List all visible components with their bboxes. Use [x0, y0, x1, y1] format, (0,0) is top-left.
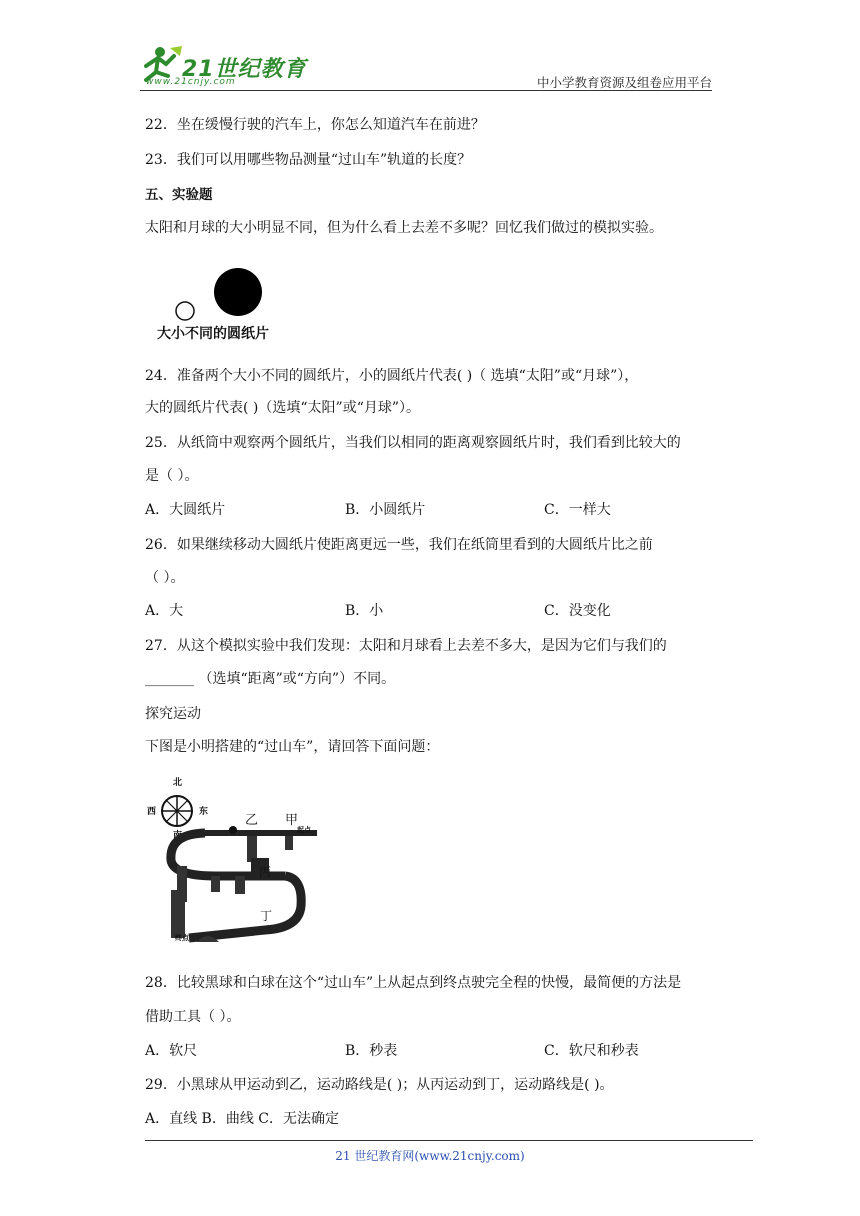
question-22: 22．坐在缓慢行驶的汽车上，你怎么知道汽车在前进？ [145, 117, 485, 133]
question-29: 29．小黑球从甲运动到乙，运动路线是( )；从丙运动到丁，运动路线是( )。 [145, 1077, 614, 1093]
question-25-line-1: 25．从纸筒中观察两个圆纸片，当我们以相同的距离观察圆纸片时，我们看到比较大的 [145, 435, 681, 451]
question-27-line-2: _______ （选填“距离”或“方向”）不同。 [145, 671, 396, 687]
svg-text:北: 北 [173, 778, 183, 788]
question-23: 23．我们可以用哪些物品测量“过山车”轨道的长度？ [145, 152, 472, 168]
option-26-a[interactable]: A．大 [145, 603, 184, 619]
figure-caption: 大小不同的圆纸片 [157, 326, 269, 342]
svg-text:东: 东 [199, 807, 209, 817]
roller-coaster-intro: 下图是小明搭建的“过山车”，请回答下面问题： [145, 739, 440, 755]
logo-url: www.21cnjy.com [146, 77, 236, 87]
label-end: 终点 [175, 933, 189, 942]
question-26-line-1: 26．如果继续移动大圆纸片使距离更远一些，我们在纸筒里看到的大圆纸片比之前 [145, 537, 653, 553]
option-28-c[interactable]: C．软尺和秒表 [544, 1043, 639, 1059]
label-jia: 甲 [285, 813, 299, 828]
question-28-line-2: 借助工具（ ）。 [145, 1009, 241, 1025]
paper-discs-figure [155, 262, 285, 342]
option-25-c[interactable]: C．一样大 [544, 502, 611, 518]
option-25-a[interactable]: A．大圆纸片 [145, 502, 226, 518]
site-logo[interactable] [140, 42, 310, 88]
experiment-intro: 太阳和月球的大小明显不同，但为什么看上去差不多呢？回忆我们做过的模拟实验。 [145, 220, 663, 236]
header-divider [140, 90, 712, 91]
logo-text: 21世纪教育 [182, 57, 307, 82]
question-29-options[interactable]: A．直线 B．曲线 C．无法确定 [145, 1111, 340, 1127]
option-26-b[interactable]: B．小 [345, 603, 384, 619]
footer-divider [145, 1140, 753, 1141]
label-ding: 丁 [260, 909, 273, 923]
svg-text:南: 南 [173, 831, 183, 841]
question-24-line-2: 大的圆纸片代表( )（选填“太阳”或“月球”）。 [145, 400, 421, 416]
question-25-line-2: 是（ ）。 [145, 468, 199, 484]
footer-link[interactable]: 21 世纪教育网(www.21cnjy.com) [335, 1149, 525, 1163]
subsection-title: 探究运动 [145, 706, 201, 722]
option-28-a[interactable]: A．软尺 [145, 1043, 198, 1059]
label-yi: 乙 [245, 813, 259, 828]
question-27-line-1: 27．从这个模拟实验中我们发现：太阳和月球看上去差不多大，是因为它们与我们的 [145, 638, 667, 654]
label-bing: 丙 [259, 865, 272, 879]
roller-coaster-figure [145, 770, 335, 955]
option-25-b[interactable]: B．小圆纸片 [345, 502, 426, 518]
platform-name: 中小学教育资源及组卷应用平台 [536, 75, 712, 90]
svg-text:西: 西 [147, 807, 157, 817]
question-24-line-1: 24．准备两个大小不同的圆纸片，小的圆纸片代表( )（ 选填“太阳”或“月球”）， [145, 368, 639, 384]
question-28-line-1: 28．比较黑球和白球在这个“过山车”上从起点到终点驶完全程的快慢，最简便的方法是 [145, 975, 682, 991]
page-header [140, 40, 712, 92]
question-26-line-2: （ ）。 [145, 570, 185, 586]
label-start: 起点 [297, 825, 311, 834]
option-28-b[interactable]: B．秒表 [345, 1043, 398, 1059]
black-ball-shape [229, 826, 237, 834]
small-disc-shape [176, 302, 194, 320]
section-heading-experiment: 五、实验题 [145, 187, 213, 203]
large-disc-shape [214, 268, 262, 316]
option-26-c[interactable]: C．没变化 [544, 603, 611, 619]
